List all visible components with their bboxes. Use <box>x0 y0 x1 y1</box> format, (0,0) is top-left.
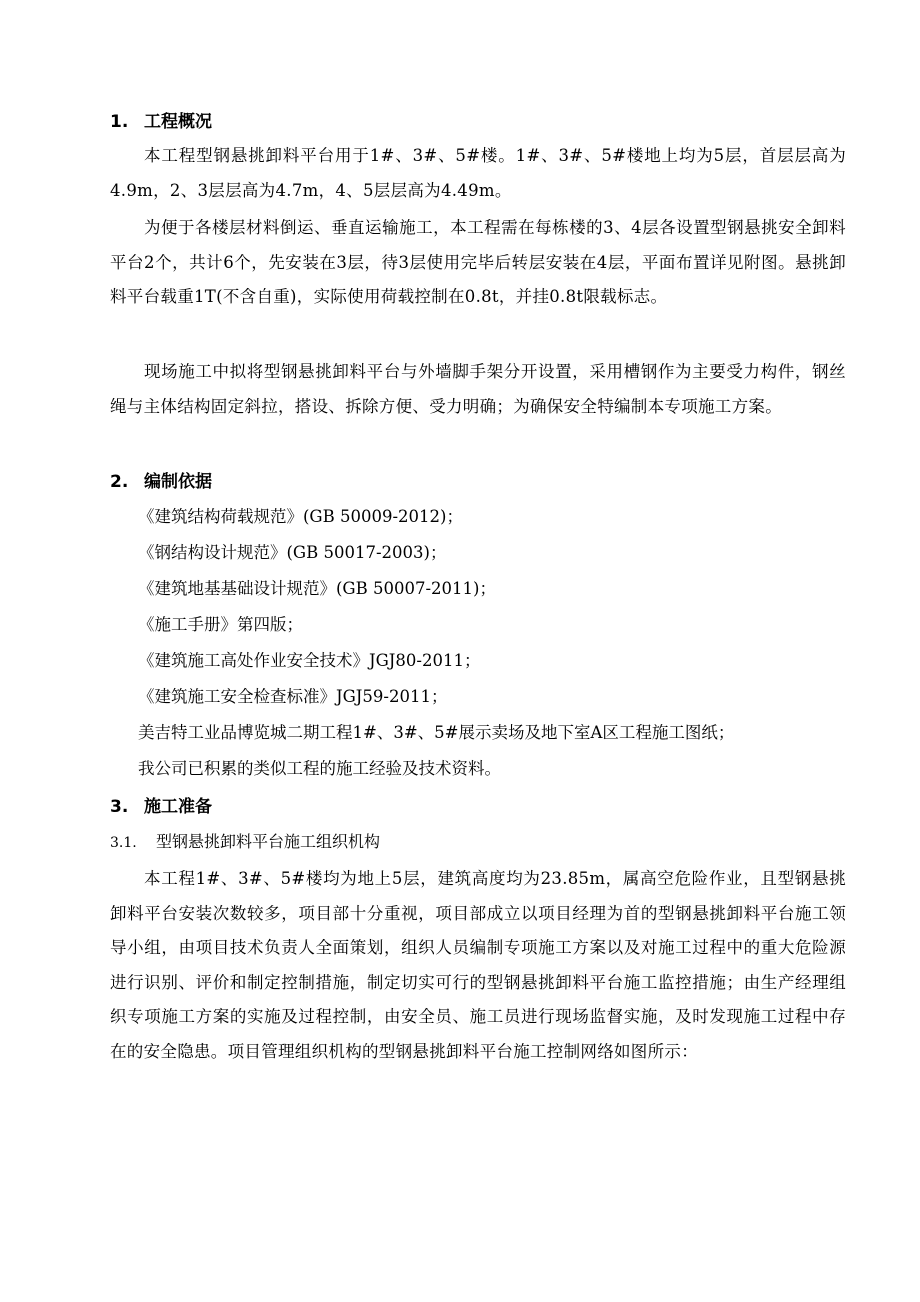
section-1-title: 工程概况 <box>144 112 212 132</box>
reference-item: 《建筑施工安全检查标准》JGJ59-2011； <box>138 687 448 706</box>
subsection-3-1-title: 型钢悬挑卸料平台施工组织机构 <box>156 832 381 851</box>
section-1-heading <box>110 110 212 134</box>
section-2-title: 编制依据 <box>144 472 212 492</box>
subsection-3-1-number: 3.1. <box>110 835 137 851</box>
reference-item: 《建筑地基基础设计规范》(GB 50007-2011)； <box>138 579 496 598</box>
section-2-number: 2. <box>110 472 129 492</box>
reference-item: 我公司已积累的类似工程的施工经验及技术资料。 <box>138 759 501 778</box>
subsection-3-1-paragraph: 本工程1#、3#、5#楼均为地上5层，建筑高度均为23.85m，属高空危险作业，且型钢悬挑卸料平台安装次数较多，项目部十分重视，项目部成立以项目经理为首的型钢悬挑卸料平台施工领导小组，由项目技术负责人全面策划，组织人员编制专项施工方案以及对施工过程中的重大危险源进行识别、评价和制定控制措施，制定切实可行的型钢悬挑卸料平台施工监控措施；由生产经理组织专项施工方案的实施及过程控制，由安全员、施工员进行现场监督实施，及时发现施工过程中存在的安全隐患。项目管理组织机构的型钢悬挑卸料平台施工控制网络如图所示： <box>110 869 846 1061</box>
section-3-title: 施工准备 <box>144 797 212 817</box>
section-1-number: 1. <box>110 112 129 132</box>
section-1-paragraph-3: 现场施工中拟将型钢悬挑卸料平台与外墙脚手架分开设置，采用槽钢作为主要受力构件，钢丝绳与主体结构固定斜拉，搭设、拆除方便、受力明确；为确保安全特编制本专项施工方案。 <box>110 362 846 416</box>
subsection-3-1-heading <box>110 830 380 855</box>
reference-item: 美吉特工业品博览城二期工程1#、3#、5#展示卖场及地下室A区工程施工图纸； <box>138 723 735 742</box>
reference-item: 《钢结构设计规范》(GB 50017-2003)； <box>138 543 447 562</box>
section-1-paragraph-2: 为便于各楼层材料倒运、垂直运输施工，本工程需在每栋楼的3、4层各设置型钢悬挑安全卸料平台2个，共计6个，先安装在3层，待3层使用完毕后转层安装在4层，平面布置详见附图。悬挑卸料平台载重1T(不含自重)，实际使用荷载控制在0.8t，并挂0.8t限载标志。 <box>110 218 846 306</box>
section-3-heading <box>110 795 212 819</box>
section-2-heading <box>110 470 212 494</box>
reference-item: 《建筑施工高处作业安全技术》JGJ80-2011； <box>138 651 481 670</box>
reference-item: 《施工手册》第四版； <box>138 615 303 634</box>
section-3-number: 3. <box>110 797 129 817</box>
reference-item: 《建筑结构荷载规范》(GB 50009-2012)； <box>138 507 463 526</box>
section-1-paragraph-1: 本工程型钢悬挑卸料平台用于1#、3#、5#楼。1#、3#、5#楼地上均为5层，首层层高为4.9m，2、3层层高为4.7m，4、5层层高为4.49m。 <box>110 146 846 200</box>
